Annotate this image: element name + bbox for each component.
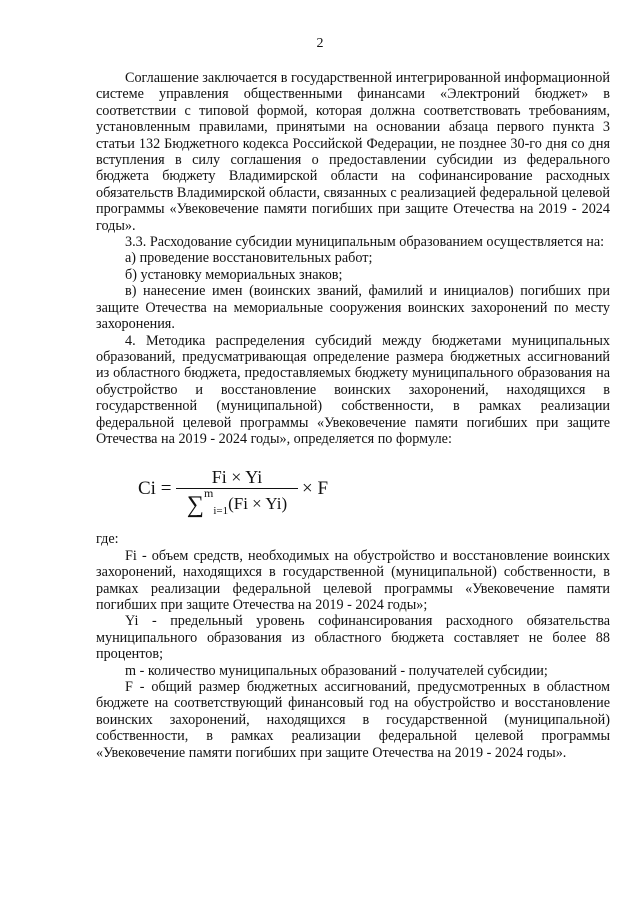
- sum-lower-limit: i=1: [213, 505, 229, 518]
- paragraph-agreement: Соглашение заключается в государственной интегрированной информационной системе управления общественными финансами «Электроний бюджет» в соответствии с типовой формой, которая должна соответствовать требованиям, установленным правилами, принятыми на основании абзаца первого пункта 3 статьи 132 Бюджетного кодекса Российской Федерации, не позднее 30-го дня со дня вступления в силу соглашения о предоставлении субсидии из федерального бюджета бюджету Владимирской области на софинансирование расходных обязательств Владимирской области, связанных с реализацией федеральной целевой программы «Увековечение памяти погибших при защите Отечества на 2019 - 2024 годы».: [96, 70, 610, 234]
- sigma-symbol: ∑: [186, 492, 204, 519]
- formula-denominator: [176, 486, 298, 519]
- page-number: 2: [316, 36, 324, 51]
- list-item-a: а) проведение восстановительных работ;: [125, 250, 373, 267]
- where-label: где:: [96, 531, 119, 548]
- sum-upper-limit: m: [203, 486, 214, 501]
- list-item-c: в) нанесение имен (воинских званий, фамилий и инициалов) погибших при защите Отечества на мемориальные сооружения воинских захоронений по месту захоронения.: [96, 283, 610, 333]
- definition-fi: Fi - объем средств, необходимых на обустройство и восстановление воинских захоронений, находящихся в государственной (муниципальной) собственности, в рамках реализации федеральной целевой программы «Увековечение памяти погибших при защите Отечества на 2019 - 2024 годы»;: [96, 547, 610, 613]
- formula-lhs: Ci =: [138, 478, 172, 500]
- formula-denominator-body: (Fi × Yi): [228, 494, 288, 514]
- distribution-formula: [96, 463, 610, 525]
- formula-rhs: × F: [302, 478, 329, 500]
- paragraph-3-3: 3.3. Расходование субсидии муниципальным образованием осуществляется на:: [125, 234, 605, 251]
- document-body: [96, 70, 610, 761]
- list-item-b: б) установку мемориальных знаков;: [125, 266, 343, 283]
- definition-f: F - общий размер бюджетных ассигнований, предусмотренных в областном бюджете на соответствующий финансовый год на обустройство и восстановление воинских захоронений, находящихся в государственной (муниципальной) собственности, в рамках реализации федеральной целевой программы «Увековечение памяти погибших при защите Отечества на 2019 - 2024 годы».: [96, 679, 610, 761]
- definition-yi: Yi - предельный уровень софинансирования расходного обязательства муниципального образования из областного бюджета составляет не более 88 процентов;: [96, 613, 610, 663]
- formula-numerator: Fi × Yi: [176, 467, 298, 489]
- formula-fraction: [176, 467, 298, 519]
- definition-m: m - количество муниципальных образований - получателей субсидии;: [125, 662, 548, 679]
- paragraph-4-methodology: 4. Методика распределения субсидий между бюджетами муниципальных образований, предусматривающая определение размера бюджетных ассигнований из областного бюджета, предоставляемых бюджету муниципального образования на обустройство и восстановление воинских захоронений, находящихся в государственной (муниципальной) собственности, в рамках реализации федеральной целевой программы «Увековечение памяти погибших при защите Отечества на 2019 - 2024 годы», определяется по формуле:: [96, 332, 610, 447]
